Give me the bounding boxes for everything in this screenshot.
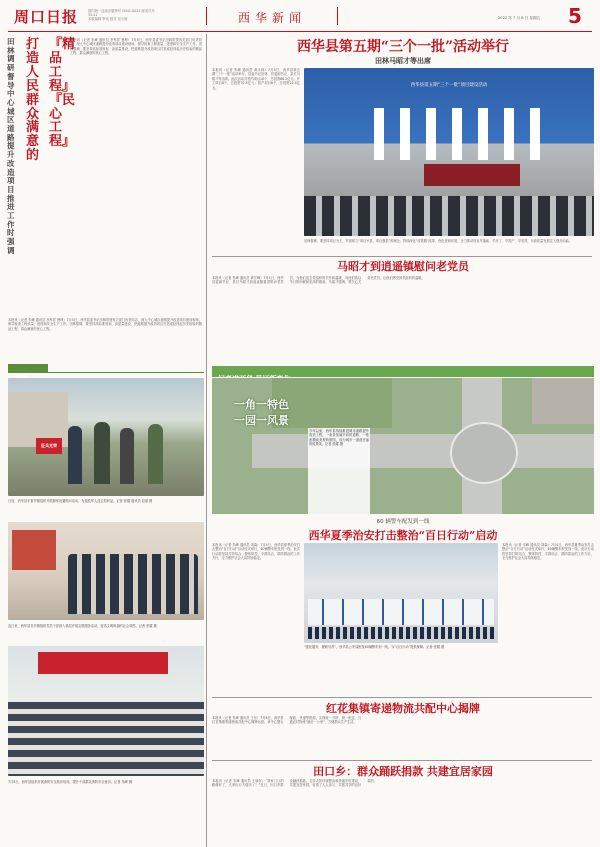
shiye-rule <box>48 372 204 373</box>
headline5-section <box>212 763 594 847</box>
masthead <box>0 0 600 32</box>
headline1-photo <box>304 68 594 236</box>
divider-3 <box>212 760 592 761</box>
shiye-section <box>8 364 204 847</box>
shiye-caption-3: 7月5日，西华县组织开展消防安全知识培训，提升干部群众消防安全意识。记者 朱峰 摄 <box>8 780 133 784</box>
headline3-photo <box>304 543 498 643</box>
headline1-body-bottom: 田林强调，要坚持项目为王，牢固树立“项目兴县、项目强县”的理念，持续深化“放管服”改革，优化营商环境，全力推动项目早落地、早开工、早投产、早见效，为高质量发展注入强劲动能。 <box>304 239 572 243</box>
editor-info: 本版编辑 李伟 校对 吴小丽 <box>88 17 128 21</box>
section-title <box>206 7 338 25</box>
police-line <box>308 627 494 639</box>
building-block <box>532 378 594 424</box>
person-3 <box>120 428 134 484</box>
stage-people <box>374 108 544 160</box>
left-feature <box>0 34 206 362</box>
person-2 <box>94 422 110 484</box>
headline3-section <box>212 517 594 697</box>
photo-banner-text: 西华县第五期“三个一批”项目建设活动 <box>410 83 488 88</box>
shiye-tag <box>8 364 48 373</box>
jizhe-overlay-1: 一角一特色 <box>234 398 289 411</box>
issue-date: 2022 年 7 月 8 日 星期五 <box>498 16 541 20</box>
headline2-body: 本报讯（记者 朱峰 通讯员 黄学峰）7月1日，西华县委副书记、县长马昭才到逍遥镇看望慰问老党员，为他们送去党组织的关怀和温暖，向他们致以节日的问候和崇高的敬意。马昭才强调，要关心关爱老党员，让他们感受到党组织的温暖。 <box>212 276 425 285</box>
wall-board <box>12 530 56 570</box>
jizhe-side-text: 今年以来，西华县持续推进城市道路提升改造工程，一条条宽阔平坦的道路、一座座精致美观的游园，成为城市一道道亮丽的风景线。记者 张耀 摄 <box>308 428 370 514</box>
headline1-subtitle: 田林马昭才等出席 <box>375 57 431 65</box>
jizhe-banner <box>212 366 594 377</box>
feature-body-lower: 本报讯（记者 朱峰 通讯员 李军祥 鲁坤）7月5日，西华县委书记田林带领有关部门负责同志，深入中心城区道路提升改造项目建设现场，督导检查工程质量、进度和安全生产工作。田林强调，要坚持高标准规划、高质量建设，把道路提升改造项目打造成经得起历史检验的精品工程、群众满意的民心工程。 <box>8 318 202 331</box>
page-number: 5 <box>568 4 582 28</box>
audience-rows <box>8 702 204 776</box>
headline4-body: 本报讯（记者 朱峰 通讯员 王东）7月6日，西华县红花集镇寄递物流共配中心揭牌运营。该中心整合邮政、快递等资源，实现统一分拣、统一配送，打通农村物流“最后一公里”，方便群众生产生活。 <box>212 716 362 725</box>
jizhe-section <box>212 366 594 514</box>
seated-people <box>304 196 594 236</box>
signing-table <box>424 164 520 186</box>
headline1-title: 西华县第五期“三个一批”活动举行 <box>296 39 510 55</box>
shiye-photo-2 <box>8 522 204 620</box>
shiye-photo-1 <box>8 378 204 496</box>
headline1-body-top: 本报讯（记者 朱峰 通讯员 黄永林）7月5日，西华县第五期“三个一批”活动举行。县委书记田林、县委副书记、县长马昭才等出席。此次活动共签约项目10个，总投资86.2亿元；开工项目8个，总投资32.5亿元；投产项目6个，总投资21.4亿元。 <box>212 68 300 90</box>
headline1-section <box>212 34 594 254</box>
divider-1 <box>212 256 592 257</box>
section-title-text: 西华新闻 <box>237 11 306 25</box>
road-horizontal <box>252 434 594 468</box>
publication-info: 国内统一连续出版物号 CN41-0032 邮发代号 35-41 <box>88 9 155 17</box>
feature-title-2: 打造人民群众满意的 <box>26 37 40 164</box>
headline4-title: 红花集镇寄递物流共配中心揭牌 <box>326 702 480 715</box>
group-people <box>68 554 198 614</box>
headline3-kicker: 60 辆警车配发到一线 <box>376 519 430 525</box>
green-patch <box>272 378 392 428</box>
person-1 <box>68 426 82 484</box>
shiye-caption-1: 日前，西华县东夏亭镇组织开展拥军优属慰问活动，为退役军人送去慰问品。记者 张耀 通讯员 赵丽 摄 <box>8 499 153 503</box>
feature-body: 本报讯（记者 朱峰 通讯员 李军祥 鲁坤）7月5日，西华县委书记田林带领有关部门负责同志，深入中心城区道路提升改造项目建设现场，督导检查工程质量、进度和安全生产工作。田林强调，要坚持高标准规划、高质量建设，把道路提升改造项目打造成经得起历史检验的精品工程、群众满意的民心工程。 <box>70 38 202 56</box>
divider-2 <box>212 697 592 698</box>
headline3-body-right: 本报讯（记者 朱峰 通讯员 刘森）7月4日，西华县夏季治安打击整治“百日行动”启动仪式举行，60辆警车配发到一线。此次行动将坚持打防结合、整体防控、专群结合、群防群治的工作方针，全力维护社会大局持续稳定。 <box>502 543 594 561</box>
headline2-section <box>212 258 594 368</box>
headline3-title: 西华夏季治安打击整治“百日行动”启动 <box>308 529 498 542</box>
feature-title-1: 『精品工程』『民心工程』 <box>49 37 76 150</box>
shiye-photo-3 <box>8 646 204 776</box>
column-divider <box>206 34 207 847</box>
headline4-section <box>212 700 594 760</box>
roundabout <box>450 422 518 484</box>
stage-screen <box>38 652 168 674</box>
jizhe-overlay-2: 一园一风景 <box>234 414 289 427</box>
banner-sign-text: 征兵光荣 <box>41 443 57 448</box>
newspaper-logo: 周口日报 <box>14 8 79 26</box>
headline5-title: 田口乡：群众踊跃捐款 共建宜居家园 <box>313 765 493 778</box>
police-cars <box>308 599 494 625</box>
headline5-body: 本报讯（记者 朱峰 通讯员 王晓东）“我家门口的路修好了，大家出行方便多了！”近日，田口乡群众踊跃捐款，支持人居环境整治和美丽乡村建设，共建宜居家园，营造了人人参与、共建共享的良好氛围。 <box>212 779 377 788</box>
banner-sign <box>36 438 62 454</box>
headline2-title: 马昭才到逍遥镇慰问老党员 <box>337 260 469 273</box>
headline3-body: 本报讯（记者 朱峰 通讯员 刘森）7月4日，西华县夏季治安打击整治“百日行动”启动仪式举行，60辆警车配发到一线。此次行动将坚持打防结合、整体防控、专群结合、群防群治的工作方针，全力维护社会大局持续稳定。 <box>212 543 300 561</box>
feature-intro: 田林调研督导中心城区道路提升改造项目推进工作时强调 <box>7 37 15 255</box>
headline3-caption: “强化服务，履职尽责”，西华县公安局配发60辆警车到一线，为“百日行动”提供保障。记者 张耀 摄 <box>304 645 445 649</box>
person-4 <box>148 424 163 484</box>
masthead-rule <box>8 31 592 32</box>
shiye-caption-2: 连日来，西华县各乡镇组织党员干部深入基层开展志愿服务活动，营造文明和谐的社会氛围。记者 张耀 摄 <box>8 624 157 628</box>
